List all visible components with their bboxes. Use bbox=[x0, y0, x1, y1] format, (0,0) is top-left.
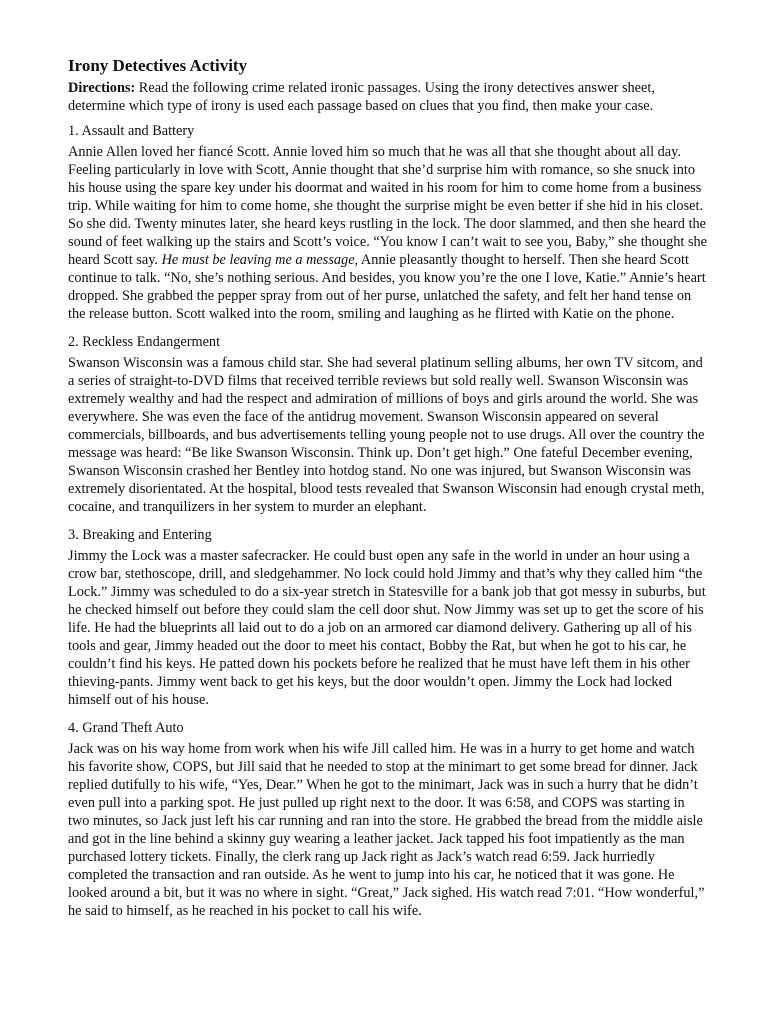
directions bbox=[68, 79, 708, 115]
passage-heading: 4. Grand Theft Auto bbox=[68, 720, 184, 736]
passage-text-part-2: , Annie pleasantly thought to herself. Then she heard Scott continue to talk. “No, she’s nothing serious. And besides, you know you’re the one I love, Katie.” Annie’s heart dropped. She grabbed the pepper spray from out of her purse, unlatched the safety, and felt her hand tense on the release button. Scott walked into the room, smiling and laughing as he flirted with Katie on the phone. bbox=[68, 252, 706, 322]
passage-body bbox=[68, 143, 708, 323]
passage-assault-and-battery bbox=[68, 122, 708, 323]
passage-heading: 2. Reckless Endangerment bbox=[68, 334, 221, 350]
passage-heading: 1. Assault and Battery bbox=[68, 123, 195, 139]
passage-body: Jimmy the Lock was a master safecracker. He could bust open any safe in the world in under an hour using a crow bar, stethoscope, drill, and sledgehammer. No lock could hold Jimmy and that’s why they called him “the Lock.” Jimmy was scheduled to do a six-year stretch in Statesville for a bank job that got messy in suburbs, but he checked himself out before they could slam the cell door shut. Now Jimmy was set up to get the score of his life. He had the blueprints all laid out to do a job on an armored car diamond delivery. Gathering up all of his tools and gear, Jimmy headed out the door to meet his contact, Bobby the Rat, but when he got to his car, he couldn’t find his keys. He patted down his pockets before he realized that he must have left them in his other thieving-pants. Jimmy went back to get his keys, but the door wouldn’t open. Jimmy the Lock had locked himself out of his house. bbox=[68, 548, 706, 708]
passage-body: Swanson Wisconsin was a famous child star. She had several platinum selling albums, her own TV sitcom, and a series of straight-to-DVD films that received terrible reviews but sold really well. Swanson Wisconsin was extremely wealthy and had the respect and admiration of millions of boys and girls around the world. She was everywhere. She was even the face of the antidrug movement. Swanson Wisconsin appeared on several commercials, billboards, and bus advertisements telling young people not to use drugs. All over the country the message was heard: “Be like Swanson Wisconsin. Think up. Don’t get high.” One fateful December evening, Swanson Wisconsin crashed her Bentley into hotdog stand. No one was injured, but Swanson Wisconsin was extremely disorientated. At the hospital, blood tests revealed that Swanson Wisconsin had enough crystal meth, cocaine, and tranquilizers in her system to murder an elephant. bbox=[68, 355, 705, 515]
directions-label: Directions: bbox=[68, 80, 136, 96]
passage-grand-theft-auto bbox=[68, 719, 708, 920]
passage-italic-thought: He must be leaving me a message bbox=[161, 252, 355, 268]
passage-text-part-1: Annie Allen loved her fiancé Scott. Annie loved him so much that he was all that she thought about all day. Feeling particularly in love with Scott, Annie thought that she’d surprise him with romance, so she snuck into his house using the spare key under his doormat and waited in his room for him to come home from a business trip. While waiting for him to come home, she thought the surprise might be even better if she hid in his closet. So she did. Twenty minutes later, she heard keys rustling in the lock. The door slammed, and then she heard the sound of feet walking up the stairs and Scott’s voice. “You know I can’t wait to see you, Baby,” she thought she heard Scott say. bbox=[68, 144, 708, 268]
passage-body: Jack was on his way home from work when his wife Jill called him. He was in a hurry to get home and watch his favorite show, COPS, but Jill said that he needed to stop at the minimart to get some bread for dinner. Jack replied dutifully to his wife, “Yes, Dear.” When he got to the minimart, Jack was in such a hurry that he didn’t even pull into a parking spot. He just pulled up right next to the door. It was 6:58, and COPS was starting in two minutes, so Jack just left his car running and ran into the store. He grabbed the bread from the middle aisle and got in the line behind a skinny guy wearing a leather jacket. Jack tapped his foot impatiently as the man purchased lottery tickets. Finally, the clerk rang up Jack right as Jack’s watch read 6:59. Jack hurriedly completed the transaction and ran outside. As he went to jump into his car, he noticed that it was gone. He looked around a bit, but it was no where in sight. “Great,” Jack sighed. His watch read 7:01. “How wonderful,” he said to himself, as he reached in his pocket to call his wife. bbox=[68, 741, 705, 919]
passage-heading: 3. Breaking and Entering bbox=[68, 527, 212, 543]
passage-reckless-endangerment bbox=[68, 333, 708, 516]
page-title: Irony Detectives Activity bbox=[68, 56, 248, 75]
directions-text: Read the following crime related ironic passages. Using the irony detectives answer sheet, determine which type of irony is used each passage based on clues that you find, then make your case. bbox=[68, 80, 655, 114]
passage-breaking-and-entering bbox=[68, 526, 708, 709]
